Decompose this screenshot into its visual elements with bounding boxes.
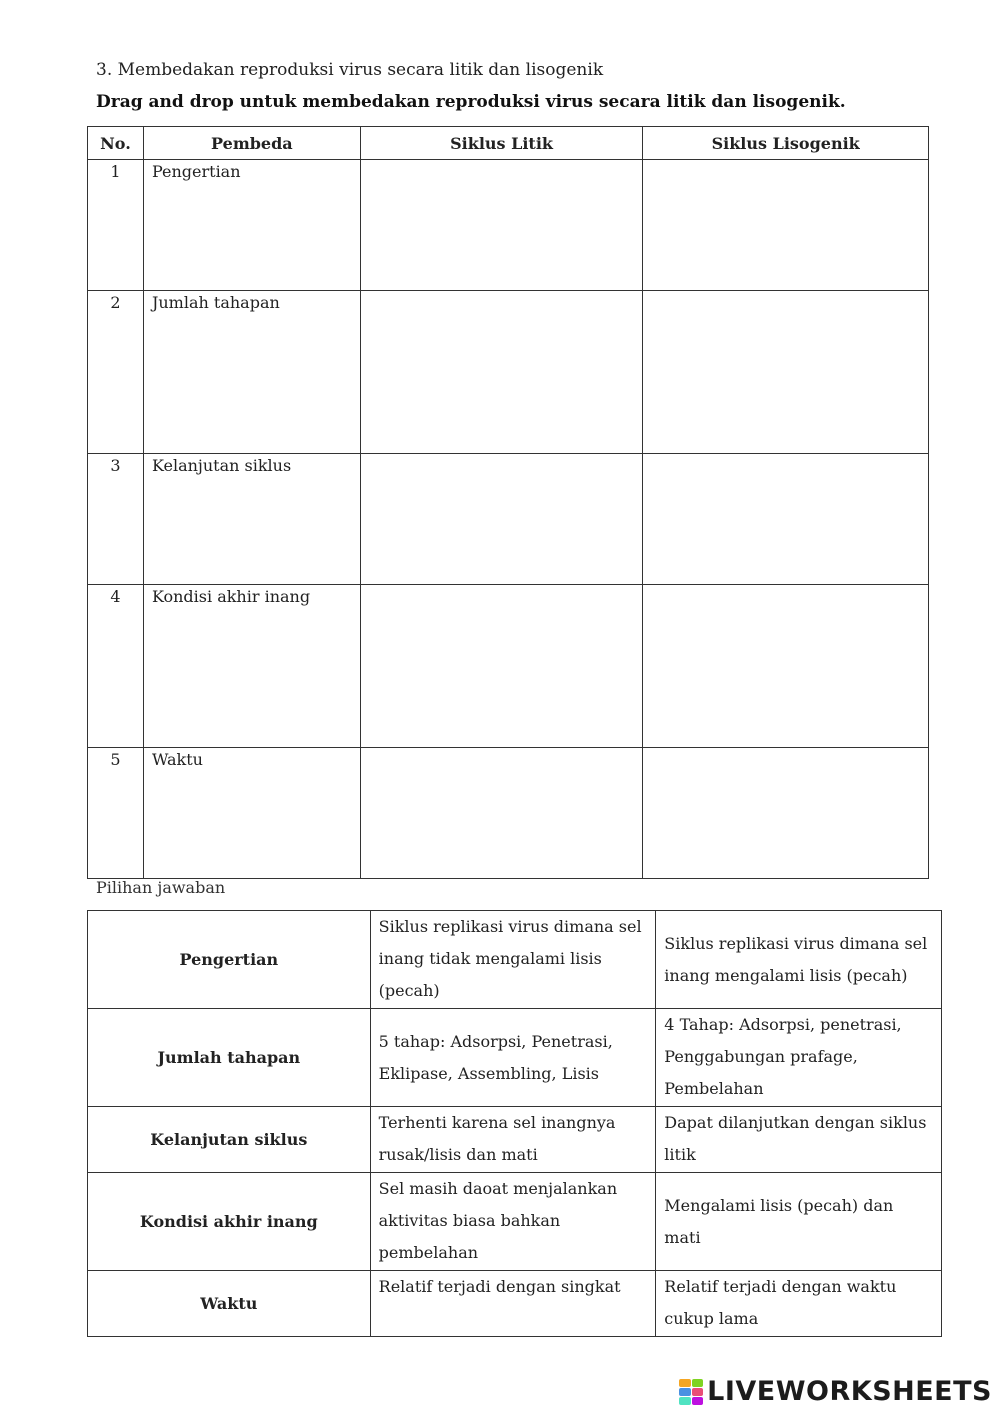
drop-zone-lisogenik-pengertian[interactable] bbox=[643, 160, 929, 291]
choice-row bbox=[88, 1107, 942, 1173]
choice-category-label: Kondisi akhir inang bbox=[88, 1173, 371, 1271]
logo-block bbox=[679, 1388, 691, 1396]
instruction-text: Drag and drop untuk membedakan reproduksi virus secara litik dan lisogenik. bbox=[96, 92, 846, 112]
answer-choices-table bbox=[87, 910, 942, 1337]
logo-block bbox=[692, 1397, 704, 1405]
logo-block bbox=[679, 1379, 691, 1387]
row-number: 4 bbox=[88, 585, 144, 748]
logo-block bbox=[692, 1379, 704, 1387]
comparison-table bbox=[87, 126, 929, 879]
table-row bbox=[88, 454, 929, 585]
row-label: Kelanjutan siklus bbox=[143, 454, 360, 585]
answer-card[interactable]: Dapat dilanjutkan dengan siklus litik bbox=[656, 1107, 942, 1173]
choice-category-label: Pengertian bbox=[88, 911, 371, 1009]
drop-zone-litik-pengertian[interactable] bbox=[360, 160, 643, 291]
answer-card[interactable]: 4 Tahap: Adsorpsi, penetrasi, Penggabungan prafage, Pembelahan bbox=[656, 1009, 942, 1107]
drop-zone-lisogenik-jumlah-tahapan[interactable] bbox=[643, 291, 929, 454]
row-label: Kondisi akhir inang bbox=[143, 585, 360, 748]
row-number: 3 bbox=[88, 454, 144, 585]
header-pembeda: Pembeda bbox=[143, 127, 360, 160]
answer-card[interactable]: Siklus replikasi virus dimana sel inang tidak mengalami lisis (pecah) bbox=[370, 911, 656, 1009]
answer-card[interactable]: Terhenti karena sel inangnya rusak/lisis dan mati bbox=[370, 1107, 656, 1173]
logo-block bbox=[692, 1388, 704, 1396]
liveworksheets-logo bbox=[679, 1376, 992, 1407]
brand-name: LIVEWORKSHEETS bbox=[707, 1376, 992, 1407]
table-row bbox=[88, 160, 929, 291]
table-row bbox=[88, 291, 929, 454]
drop-zone-litik-kondisi-akhir-inang[interactable] bbox=[360, 585, 643, 748]
drop-zone-litik-kelanjutan-siklus[interactable] bbox=[360, 454, 643, 585]
header-no: No. bbox=[88, 127, 144, 160]
answer-card[interactable]: Mengalami lisis (pecah) dan mati bbox=[656, 1173, 942, 1271]
table-header-row bbox=[88, 127, 929, 160]
drop-zone-lisogenik-kondisi-akhir-inang[interactable] bbox=[643, 585, 929, 748]
choices-label: Pilihan jawaban bbox=[96, 878, 226, 897]
choice-row bbox=[88, 911, 942, 1009]
row-label: Pengertian bbox=[143, 160, 360, 291]
choice-row bbox=[88, 1173, 942, 1271]
answer-card[interactable]: Siklus replikasi virus dimana sel inang mengalami lisis (pecah) bbox=[656, 911, 942, 1009]
row-number: 1 bbox=[88, 160, 144, 291]
choice-category-label: Kelanjutan siklus bbox=[88, 1107, 371, 1173]
choice-row bbox=[88, 1009, 942, 1107]
row-label: Waktu bbox=[143, 748, 360, 879]
drop-zone-lisogenik-waktu[interactable] bbox=[643, 748, 929, 879]
answer-card[interactable]: 5 tahap: Adsorpsi, Penetrasi, Eklipase, Assembling, Lisis bbox=[370, 1009, 656, 1107]
header-siklus-litik: Siklus Litik bbox=[360, 127, 643, 160]
choice-category-label: Jumlah tahapan bbox=[88, 1009, 371, 1107]
answer-card[interactable]: Relatif terjadi dengan singkat bbox=[370, 1271, 656, 1337]
drop-zone-litik-jumlah-tahapan[interactable] bbox=[360, 291, 643, 454]
drop-zone-lisogenik-kelanjutan-siklus[interactable] bbox=[643, 454, 929, 585]
table-row bbox=[88, 585, 929, 748]
liveworksheets-logo-icon bbox=[679, 1379, 703, 1405]
header-siklus-lisogenik: Siklus Lisogenik bbox=[643, 127, 929, 160]
choice-row bbox=[88, 1271, 942, 1337]
row-number: 2 bbox=[88, 291, 144, 454]
drop-zone-litik-waktu[interactable] bbox=[360, 748, 643, 879]
answer-card[interactable]: Relatif terjadi dengan waktu cukup lama bbox=[656, 1271, 942, 1337]
logo-block bbox=[679, 1397, 691, 1405]
row-label: Jumlah tahapan bbox=[143, 291, 360, 454]
table-row bbox=[88, 748, 929, 879]
answer-card[interactable]: Sel masih daoat menjalankan aktivitas biasa bahkan pembelahan bbox=[370, 1173, 656, 1271]
choice-category-label: Waktu bbox=[88, 1271, 371, 1337]
row-number: 5 bbox=[88, 748, 144, 879]
question-title: 3. Membedakan reproduksi virus secara litik dan lisogenik bbox=[96, 60, 604, 80]
